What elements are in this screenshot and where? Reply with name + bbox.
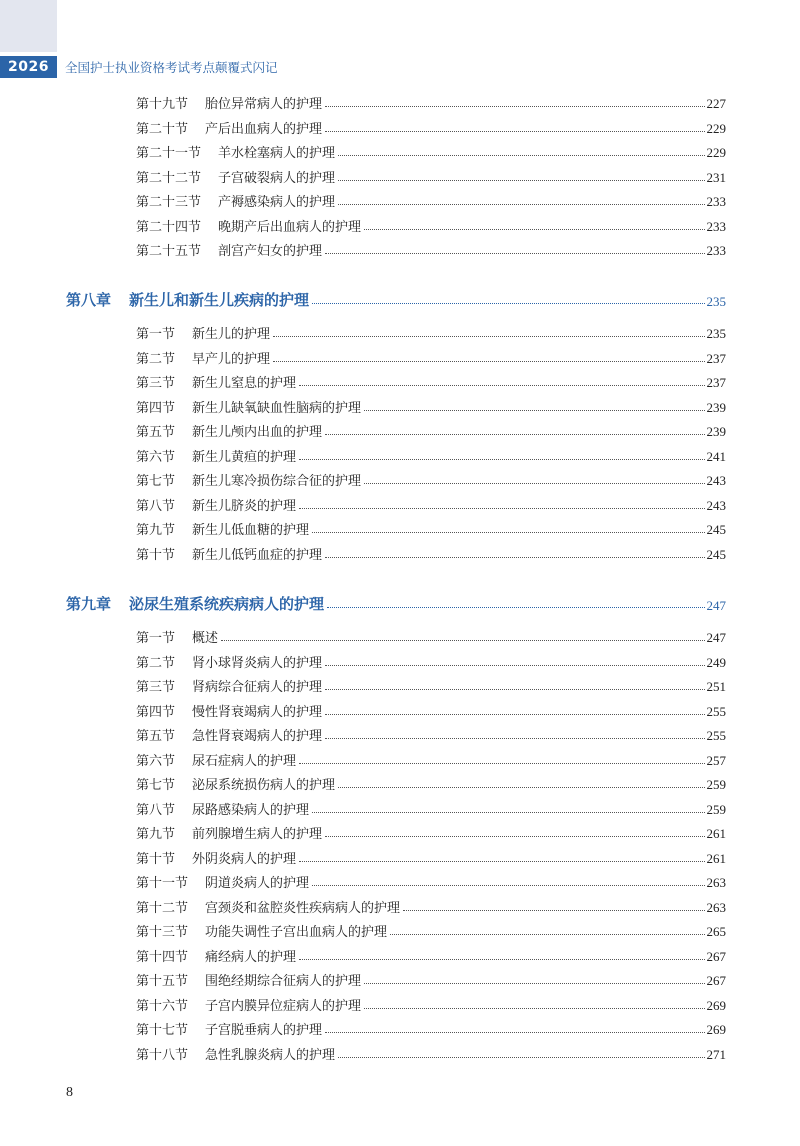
section-number: 第二十二节: [136, 170, 202, 186]
toc-entry[interactable]: [136, 345, 726, 367]
corner-decoration: [0, 0, 57, 52]
chapter-page: 247: [706, 598, 726, 613]
dot-leader: [299, 861, 704, 862]
toc-entry[interactable]: [136, 394, 726, 416]
toc-entry[interactable]: [136, 467, 726, 489]
section-page: 263: [706, 875, 726, 890]
toc-entry[interactable]: [136, 443, 726, 465]
section-title: 子宫内膜异位症病人的护理: [205, 998, 362, 1014]
dot-leader: [312, 532, 704, 533]
toc-entry[interactable]: [136, 967, 726, 989]
dot-leader: [403, 910, 704, 911]
section-number: 第十八节: [136, 1047, 189, 1063]
dot-leader: [325, 738, 704, 739]
dot-leader: [338, 155, 704, 156]
section-title: 概述: [192, 631, 219, 646]
section-title: 功能失调性子宫出血病人的护理: [205, 925, 388, 940]
section-page: 249: [706, 654, 726, 670]
section-title: 早产儿的护理: [192, 351, 271, 367]
section-number: 第一节: [136, 631, 176, 646]
dot-leader: [338, 180, 704, 181]
section-number: 第二节: [136, 351, 176, 367]
section-page: 233: [706, 194, 726, 209]
section-title: 前列腺增生病人的护理: [192, 827, 323, 842]
section-number: 第十节: [136, 547, 176, 563]
toc-entry[interactable]: [136, 188, 726, 210]
dot-leader: [364, 983, 704, 984]
chapter-title: 泌尿生殖系统疾病病人的护理: [129, 595, 325, 613]
section-number: 第二节: [136, 655, 176, 671]
section-number: 第九节: [136, 827, 176, 842]
dot-leader: [338, 204, 704, 205]
dot-leader: [327, 607, 704, 608]
toc-entry[interactable]: [136, 796, 726, 818]
toc-entry[interactable]: [136, 943, 726, 965]
dot-leader: [364, 229, 704, 230]
section-title: 围绝经期综合征病人的护理: [205, 974, 362, 989]
dot-leader: [325, 434, 704, 435]
chapter-title: 新生儿和新生儿疾病的护理: [129, 291, 310, 309]
section-page: 229: [706, 120, 726, 136]
toc-entry[interactable]: [136, 492, 726, 514]
dot-leader: [312, 885, 704, 886]
toc-entry[interactable]: [136, 845, 726, 867]
section-title: 产后出血病人的护理: [205, 121, 323, 137]
toc-entry[interactable]: [136, 698, 726, 720]
section-title: 肾小球肾炎病人的护理: [192, 655, 323, 671]
dot-leader: [390, 934, 704, 935]
section-number: 第十二节: [136, 900, 189, 916]
chapter-page: 235: [706, 294, 726, 309]
section-page: 245: [706, 546, 726, 562]
section-number: 第十九节: [136, 97, 189, 112]
toc-entry[interactable]: [136, 1041, 726, 1063]
section-title: 外阴炎病人的护理: [192, 851, 297, 867]
page-number: 8: [66, 1085, 73, 1100]
chapter-number: 第八章: [66, 291, 112, 309]
dot-leader: [364, 483, 704, 484]
toc-entry[interactable]: [136, 541, 726, 563]
section-page: 241: [706, 448, 726, 464]
section-number: 第二十一节: [136, 146, 202, 161]
section-page: 229: [706, 145, 726, 160]
section-title: 晚期产后出血病人的护理: [218, 219, 362, 235]
section-number: 第十四节: [136, 949, 189, 965]
section-title: 新生儿黄疸的护理: [192, 449, 297, 465]
toc-entry[interactable]: [136, 237, 726, 259]
section-page: 255: [706, 703, 726, 719]
dot-leader: [299, 459, 704, 460]
chapter-number: 第九章: [66, 595, 112, 613]
dot-leader: [299, 763, 704, 764]
section-page: 233: [706, 218, 726, 234]
toc-entry[interactable]: [136, 992, 726, 1014]
toc-entry[interactable]: [136, 90, 726, 112]
section-title: 慢性肾衰竭病人的护理: [192, 704, 323, 720]
section-page: 247: [706, 630, 726, 645]
section-number: 第二十三节: [136, 195, 202, 210]
section-page: 251: [706, 679, 726, 694]
section-number: 第六节: [136, 753, 176, 769]
dot-leader: [325, 1032, 704, 1033]
section-title: 新生儿窒息的护理: [192, 376, 297, 391]
dot-leader: [364, 1008, 704, 1009]
section-number: 第十五节: [136, 974, 189, 989]
section-title: 羊水栓塞病人的护理: [218, 146, 336, 161]
dot-leader: [325, 131, 704, 132]
section-title: 急性乳腺炎病人的护理: [205, 1047, 336, 1063]
section-number: 第四节: [136, 400, 176, 416]
section-number: 第一节: [136, 327, 176, 342]
section-number: 第十六节: [136, 998, 189, 1014]
section-page: 227: [706, 96, 726, 111]
section-page: 237: [706, 350, 726, 366]
toc-entry[interactable]: [136, 369, 726, 391]
section-page: 269: [706, 997, 726, 1013]
section-number: 第二十五节: [136, 244, 202, 259]
section-title: 泌尿系统损伤病人的护理: [192, 778, 336, 793]
dot-leader: [299, 959, 704, 960]
section-page: 261: [706, 850, 726, 866]
dot-leader: [273, 361, 704, 362]
dot-leader: [299, 385, 704, 386]
section-number: 第四节: [136, 704, 176, 720]
section-page: 267: [706, 948, 726, 964]
dot-leader: [312, 812, 704, 813]
dot-leader: [338, 787, 704, 788]
toc-entry[interactable]: [136, 213, 726, 235]
section-number: 第六节: [136, 449, 176, 465]
section-number: 第十三节: [136, 925, 189, 940]
running-header: [0, 56, 800, 78]
section-title: 阴道炎病人的护理: [205, 876, 310, 891]
toc-entry[interactable]: [136, 1016, 726, 1038]
toc-entry[interactable]: [136, 139, 726, 161]
dot-leader: [325, 253, 704, 254]
section-number: 第七节: [136, 778, 176, 793]
section-page: 239: [706, 424, 726, 439]
toc-entry[interactable]: [136, 649, 726, 671]
section-title: 产褥感染病人的护理: [218, 195, 336, 210]
section-page: 263: [706, 899, 726, 915]
section-page: 265: [706, 924, 726, 939]
section-title: 新生儿低血糖的护理: [192, 523, 310, 538]
toc-entry[interactable]: [136, 115, 726, 137]
section-title: 子宫破裂病人的护理: [218, 170, 336, 186]
section-page: 243: [706, 497, 726, 513]
section-page: 257: [706, 752, 726, 768]
chapter-heading[interactable]: [66, 286, 726, 310]
toc-entry[interactable]: [136, 516, 726, 538]
section-page: 259: [706, 777, 726, 792]
toc-entry[interactable]: [136, 673, 726, 695]
section-title: 新生儿颅内出血的护理: [192, 425, 323, 440]
section-page: 261: [706, 826, 726, 841]
section-page: 243: [706, 473, 726, 488]
dot-leader: [325, 557, 704, 558]
section-page: 267: [706, 973, 726, 988]
section-page: 245: [706, 522, 726, 537]
dot-leader: [325, 836, 704, 837]
section-title: 新生儿低钙血症的护理: [192, 547, 323, 563]
dot-leader: [299, 508, 704, 509]
toc-entry[interactable]: [136, 894, 726, 916]
section-title: 宫颈炎和盆腔炎性疾病病人的护理: [205, 900, 401, 916]
toc-entry[interactable]: [136, 624, 726, 646]
dot-leader: [338, 1057, 704, 1058]
toc-entry[interactable]: [136, 164, 726, 186]
dot-leader: [312, 303, 704, 304]
section-title: 新生儿的护理: [192, 327, 271, 342]
toc-entry[interactable]: [136, 918, 726, 940]
section-title: 新生儿脐炎的护理: [192, 498, 297, 514]
toc-entry[interactable]: [136, 722, 726, 744]
toc-entry[interactable]: [136, 320, 726, 342]
section-page: 259: [706, 801, 726, 817]
section-title: 急性肾衰竭病人的护理: [192, 729, 323, 744]
section-page: 235: [706, 326, 726, 341]
section-number: 第十七节: [136, 1023, 189, 1038]
section-number: 第七节: [136, 474, 176, 489]
year-badge: 2026: [0, 56, 57, 78]
dot-leader: [364, 410, 704, 411]
section-title: 新生儿缺氧缺血性脑病的护理: [192, 400, 362, 416]
section-number: 第十节: [136, 851, 176, 867]
section-number: 第十一节: [136, 876, 189, 891]
section-title: 新生儿寒冷损伤综合征的护理: [192, 474, 362, 489]
section-page: 269: [706, 1022, 726, 1037]
section-number: 第二十四节: [136, 219, 202, 235]
section-title: 尿石症病人的护理: [192, 753, 297, 769]
section-number: 第五节: [136, 425, 176, 440]
book-title: 全国护士执业资格考试考点颠覆式闪记: [65, 60, 278, 75]
toc-entry[interactable]: [136, 820, 726, 842]
section-number: 第五节: [136, 729, 176, 744]
section-title: 尿路感染病人的护理: [192, 802, 310, 818]
dot-leader: [273, 336, 704, 337]
section-page: 231: [706, 169, 726, 185]
section-number: 第九节: [136, 523, 176, 538]
section-page: 233: [706, 243, 726, 258]
toc-entry[interactable]: [136, 747, 726, 769]
section-page: 239: [706, 399, 726, 415]
section-page: 255: [706, 728, 726, 743]
section-number: 第三节: [136, 680, 176, 695]
section-number: 第三节: [136, 376, 176, 391]
section-title: 痛经病人的护理: [205, 949, 297, 965]
dot-leader: [325, 665, 704, 666]
section-page: 237: [706, 375, 726, 390]
dot-leader: [221, 640, 704, 641]
chapter-heading[interactable]: [66, 590, 726, 614]
section-number: 第八节: [136, 498, 176, 514]
section-title: 子宫脱垂病人的护理: [205, 1023, 323, 1038]
toc-entry[interactable]: [136, 771, 726, 793]
toc-entry[interactable]: [136, 418, 726, 440]
section-title: 肾病综合征病人的护理: [192, 680, 323, 695]
section-title: 剖宫产妇女的护理: [218, 244, 323, 259]
section-title: 胎位异常病人的护理: [205, 97, 323, 112]
section-page: 271: [706, 1046, 726, 1062]
dot-leader: [325, 714, 704, 715]
toc-entry[interactable]: [136, 869, 726, 891]
section-number: 第二十节: [136, 121, 189, 137]
dot-leader: [325, 106, 704, 107]
dot-leader: [325, 689, 704, 690]
section-number: 第八节: [136, 802, 176, 818]
